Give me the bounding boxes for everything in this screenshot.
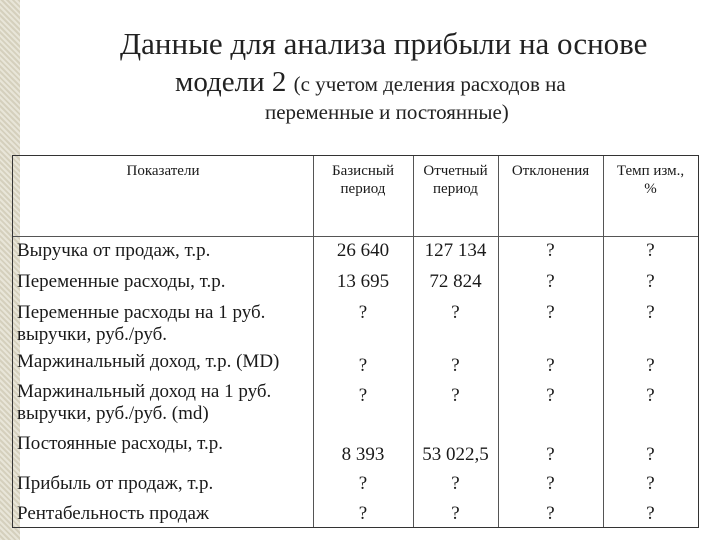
cell-variable-costs-base: 13 695 [336,271,390,292]
cell-profitability-base: ? [358,503,368,524]
row-label-variable-costs: Переменные расходы, т.р. [17,271,226,292]
cell-sales-profit-base: ? [358,473,368,494]
header-divider [13,236,698,237]
cell-marginal-income-deviation: ? [546,355,555,376]
cell-sales-profit-report: ? [451,473,460,494]
cell-fixed-costs-rate: ? [646,444,655,465]
cell-marginal-per-ruble-report: ? [451,385,460,406]
cell-fixed-costs-base: 8 393 [341,444,385,465]
header-report-period: Отчетный период [423,163,488,197]
cell-variable-per-ruble-base: ? [358,302,368,323]
cell-sales-profit-rate: ? [646,473,655,494]
cell-marginal-income-report: ? [451,355,460,376]
column-divider [498,156,499,527]
cell-marginal-per-ruble-rate: ? [646,385,655,406]
row-label-fixed-costs: Постоянные расходы, т.р. [17,433,223,454]
cell-marginal-per-ruble-deviation: ? [546,385,555,406]
row-label-sales-profit: Прибыль от продаж, т.р. [17,473,214,494]
title-line-1: Данные для анализа прибыли на основе [120,26,648,61]
cell-variable-costs-report: 72 824 [429,271,482,292]
cell-variable-per-ruble-rate: ? [646,302,655,323]
header-rate: Темп изм., % [616,163,685,197]
cell-marginal-income-rate: ? [646,355,655,376]
cell-variable-per-ruble-report: ? [451,302,460,323]
cell-profitability-deviation: ? [546,503,555,524]
cell-sales-profit-deviation: ? [546,473,555,494]
cell-profitability-report: ? [451,503,460,524]
profit-analysis-table [12,155,699,528]
cell-revenue-base: 26 640 [336,240,390,261]
cell-revenue-rate: ? [646,240,655,261]
cell-variable-costs-deviation: ? [546,271,555,292]
cell-fixed-costs-report: 53 022,5 [422,444,489,465]
title-line-2 [175,66,566,99]
row-label-variable-costs-per-ruble: Переменные расходы на 1 руб. выручки, руб./руб. [17,302,266,345]
header-indicators: Показатели [126,163,200,179]
title-line-2-main: модели 2 [175,66,287,98]
cell-marginal-per-ruble-base: ? [358,385,368,406]
column-divider [603,156,604,527]
title-line-2-sub: (с учетом деления расходов на [293,72,566,96]
cell-profitability-rate: ? [646,503,655,524]
header-base-period: Базисный период [331,163,394,197]
header-deviation: Отклонения [511,163,590,179]
cell-marginal-income-base: ? [358,355,368,376]
row-label-marginal-income: Маржинальный доход, т.р. (MD) [17,351,280,372]
cell-variable-costs-rate: ? [646,271,655,292]
title-line-3: переменные и постоянные) [265,100,509,124]
cell-revenue-report: 127 134 [424,240,487,261]
cell-revenue-deviation: ? [546,240,555,261]
slide-title [20,0,720,150]
column-divider [313,156,314,527]
row-label-sales-profitability: Рентабельность продаж [17,503,210,524]
cell-fixed-costs-deviation: ? [546,444,555,465]
row-label-revenue: Выручка от продаж, т.р. [17,240,211,261]
column-divider [413,156,414,527]
cell-variable-per-ruble-deviation: ? [546,302,555,323]
row-label-marginal-income-per-ruble: Маржинальный доход на 1 руб. выручки, руб./руб. (md) [17,381,272,424]
